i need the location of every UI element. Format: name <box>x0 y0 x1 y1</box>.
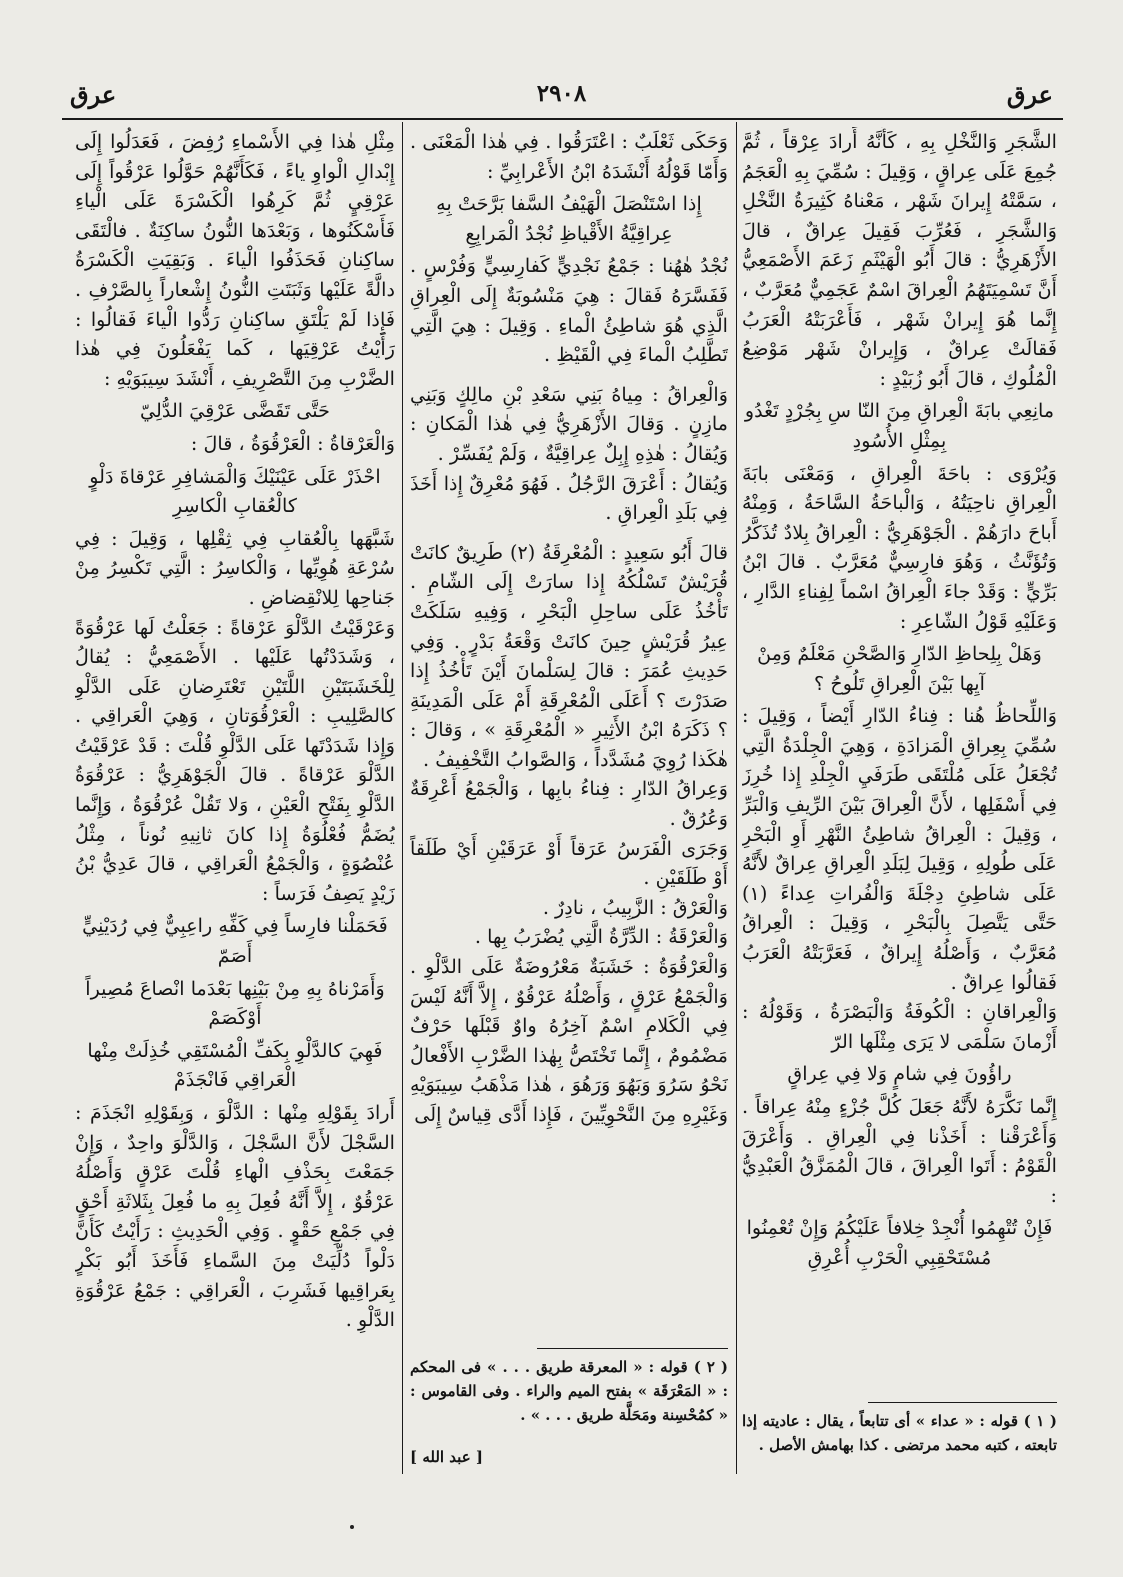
verse: مانِعِي بابَةَ الْعِراقِ مِنَ النّا سِ بِجُرْدٍ تَغْدُو بِمِثْلِ الأُسُودِ <box>744 399 1055 452</box>
footnote-signature: [ عبد الله ] <box>410 1448 483 1466</box>
verse: حَتَّى تَقَضَّى عَرْقِيَ الدُّلِيّ <box>140 399 330 423</box>
paragraph: أَرادَ بِقَوْلِهِ مِنْها : الدَّلْوَ ، وَبِقَوْلِهِ انْجَذَمَ : السَّجْلَ لأَنَّ السَّجْلَ ، وَالدَّلْوَ واحِدٌ ، وَإِنْ جَمَعْتَ بِحَذْفِ الْهاءِ قُلْتَ عَرْقٍ وَأَصْلُهُ عَرْقُوٌ ، إِلاَّ أَنَّهُ فُعِلَ بِهِ ما فُعِلَ بِثَلاثَةِ أَحْقٍ فِي جَمْعِ حَقْوٍ . وَفِي الْحَدِيثِ : رَأَيْتُ كَأَنَّ دَلْواً دُلِّيَتْ مِنَ السَّماءِ فَأَخَذَ أَبُو بَكْرٍ بِعَراقِيها فَشَرِبَ ، الْعَراقِي : جَمْعُ عَرْقُوَةِ الدَّلْوِ . <box>75 1101 395 1332</box>
paragraph: وَالْعَرْقُ : الزَّبِيبُ ، نادِرٌ . <box>542 895 728 919</box>
column-middle <box>410 127 728 1547</box>
header-keyword-left: عرق <box>70 80 117 109</box>
footnote-rule <box>868 1402 1057 1403</box>
column-right <box>742 127 1057 1472</box>
verse: فَهِيَ كالدَّلْوِ بِكَفِّ الْمُسْتَقِي خُذِلَتْ مِنْها الْعَراقِي فَانْجَذَمْ <box>87 1038 383 1092</box>
verse: وَأَمَرْناهُ بِهِ مِنْ بَيْنِها بَعْدَما انْصاعَ مُصِيراً أَوْكَصَمْ <box>85 976 385 1030</box>
column-divider <box>402 122 403 1474</box>
paragraph: وَالْعَرْقَةُ : الدِّرَّةُ الَّتِي يُضْرَبُ بِها . <box>474 925 728 949</box>
column-divider <box>736 122 737 1474</box>
verse: فَحَمَلْنا فارِساً فِي كَفِّهِ راعِبِيٌّ فِي رُدَيْنِيٍّ أَصَمّ <box>82 914 388 968</box>
footnote-right <box>742 1392 1057 1457</box>
verse: وَهَلْ بِلِحاظِ الدّارِ وَالصَّحْنِ مَعْلَمٌ وَمِنْ آيِها بَيْنَ الْعِراقِ تَلُوحُ ؟ <box>757 642 1042 695</box>
paragraph: وَالْعِراقُ : مِياهُ بَنِي سَعْدِ بْنِ مالِكٍ وَبَنِي مازِنٍ . وَقالَ الأَزْهَرِيُّ فِي هٰذا الْمَكانِ : وَيُقالُ : هٰذِهِ إِبِلٌ عِراقِيَّةٌ ، وَلَمْ يُفَسِّرْ . <box>410 382 728 465</box>
header-rule <box>62 118 1063 120</box>
paragraph: قالَ أَبُو سَعِيدٍ : الْمُعْرِقَةُ (٢) طَرِيقٌ كانَتْ قُرَيْشٌ تَسْلُكُهُ إِذا سارَتْ إِلَى الشّامِ . تَأْخُذُ عَلَى ساحِلِ الْبَحْرِ ، وَفِيهِ سَلَكَتْ عِيرُ قُرَيْشٍ حِينَ كانَتْ وَقْعَةُ بَدْرٍ . وَفِي حَدِيثِ عُمَرَ : قالَ لِسَلْمانَ أَيْنَ تَأْخُذُ إِذا صَدَرْتَ ؟ أَعَلَى الْمُعْرِقَةِ أَمْ عَلَى الْمَدِينَةِ ؟ ذَكَرَهُ ابْنُ الأَثِيرِ « الْمُعْرِقَةِ » ، وَقالَ : هٰكَذا رُوِيَ مُشَدَّداً ، وَالصَّوابُ التَّخْفِيفُ . <box>410 540 728 771</box>
paragraph: وَاللِّحاظُ هُنا : فِناءُ الدّارِ أَيْضاً ، وَقِيلَ : سُمِّيَ بِعِراقِ الْمَزادَةِ ، وَهِيَ الْجِلْدَةُ الَّتِي تُجْعَلُ عَلَى مُلْتَقَى طَرَفَيِ الْجِلْدِ إِذا خُرِزَ فِي أَسْفَلِها ، لأَنَّ الْعِراقَ بَيْنَ الرِّيفِ وَالْبَرِّ ، وَقِيلَ : الْعِراقُ شاطِئُ النَّهْرِ أَوِ الْبَحْرِ عَلَى طُولِهِ ، وَقِيلَ لِبَلَدِ الْعِراقِ عِراقٌ لأَنَّهُ عَلَى شاطِئِ دِجْلَةَ وَالْفُراتِ عِداءً (١) حَتَّى يَتَّصِلَ بِالْبَحْرِ ، وَقِيلَ : الْعِراقُ مُعَرَّبٌ ، وَأَصْلُهُ إِيراقٌ ، فَعَرَّبَتْهُ الْعَرَبُ فَقالُوا عِراقٌ . <box>742 704 1057 994</box>
paragraph: نُجْدُ هٰهُنا : جَمْعُ نَجْدِيٍّ كَفارِسِيٍّ وَفُرْسٍ . فَفَسَّرَهُ فَقالَ : هِيَ مَنْسُوبَةٌ إِلَى الْعِراقِ الَّذِي هُوَ شاطِئُ الْماءِ . وَقِيلَ : هِيَ الَّتِي تَطَّلِبُ الْماءَ فِي الْقَيْظِ . <box>410 254 728 367</box>
verse: راؤُونَ فِي شامٍ وَلا فِي عِراقٍ <box>787 1062 1012 1086</box>
footnote-text: ( ١ ) قوله : « عداء » أى تتابعاً ، يقال : عاديته إذا تابعته ، كتبه محمد مرتضى . كذا بهامش الأصل . <box>742 1412 1057 1454</box>
paragraph: وَعِراقُ الدّارِ : فِناءُ بابِها ، وَالْجَمْعُ أَعْرِقَةٌ وَعُرُقٌ . <box>410 777 728 831</box>
paragraph: وَيُرْوَى : باحَةَ الْعِراقِ ، وَمَعْنَى بابَةَ الْعِراقِ ناحِيَتُهُ ، وَالْباحَةُ السَّاحَةُ ، وَمِنْهُ أَباحَ دارَهُمْ . الْجَوْهَرِيُّ : الْعِراقُ بِلادٌ تُذَكَّرُ وَتُؤَنَّثُ ، وَهُوَ فارِسِيٌّ مُعَرَّبٌ . قالَ ابْنُ بَرِّيٍّ : وَقَدْ جاءَ الْعِراقُ اسْماً لِفِناءِ الدَّارِ ، وَعَلَيْهِ قَوْلُ الشّاعِرِ : <box>742 461 1057 633</box>
footnote-text: ( ٢ ) قوله : « المعرقة طريق . . . » فى المحكم : « المَعْرَقَة » بفتح الميم والراء . وفى القاموس : « كمُحْسِنة ومَحَلَّة طريق . . . » . <box>410 1358 728 1424</box>
verse: فَإِنْ تُتْهِمُوا أُنْجِدْ خِلافاً عَلَيْكُمُ وَإِنْ تُعْمِنُوا مُسْتَحْقِبِي الْحَرْبِ أُعْرِقِ <box>746 1216 1053 1269</box>
paragraph: وَعَرْقَيْتُ الدَّلْوَ عَرْقاةً : جَعَلْتُ لَها عَرْقُوَةً ، وَشَدَدْتُها عَلَيْها . الأَصْمَعِيُّ : يُقالُ لِلْخَشَبَتَيْنِ اللَّتَيْنِ تَعْتَرِضانِ عَلَى الدَّلْوِ كالصَّلِيبِ : الْعَرْقُوَتانِ ، وَهِيَ الْعَراقِي . وَإِذا شَدَدْتَها عَلَى الدَّلْوِ قُلْتَ : قَدْ عَرْقَيْتُ الدَّلْوَ عَرْقاةً . قالَ الْجَوْهَرِيُّ : عَرْقُوَةُ الدَّلْوِ بِفَتْحِ الْعَيْنِ ، وَلا تَقُلْ عُرْقُوَةُ ، وَإِنَّما يُضَمُّ فُعْلُوَةُ إِذا كانَ ثانِيهِ نُوناً ، مِثْلُ عُنْصُوَةٍ ، وَالْجَمْعُ الْعَراقِي ، قالَ عَدِيُّ بْنُ زَيْدٍ يَصِفُ فَرَساً : <box>75 615 395 905</box>
page-header <box>60 80 1063 110</box>
column-left <box>75 127 395 1547</box>
header-keyword-right: عرق <box>1006 80 1053 109</box>
paragraph: شَبَّهَها بِالْعُقابِ فِي ثِقْلِها ، وَقِيلَ : فِي سُرْعَةِ هُوِيِّها ، وَالْكاسِرُ : الَّتِي تَكْسِرُ مِنْ جَناحِها لِلانْقِضاضِ . <box>75 526 395 609</box>
paragraph: وَالْعَرْقُوَةُ : خَشَبَةٌ مَعْرُوضَةٌ عَلَى الدَّلْوِ . وَالْجَمْعُ عَرْقٍ ، وَأَصْلُهُ عَرْقُوٌ ، إِلاَّ أَنَّهُ لَيْسَ فِي الْكَلامِ اسْمٌ آخِرُهُ واوٌ قَبْلَها حَرْفٌ مَضْمُومٌ ، إِنَّما تَخْتَصُّ بِهٰذا الضَّرْبِ الأَفْعالُ نَحْوُ سَرُوَ وَبَهُوَ وَرَهُوَ ، هٰذا مَذْهَبُ سِيبَوَيْهِ وَغَيْرِهِ مِنَ النَّحْوِيِّينَ ، فَإِذا أَدَّى قِياسٌ إِلَى <box>410 955 728 1126</box>
paragraph: وَجَرَى الْفَرَسُ عَرَقاً أَوْ عَرَقَيْنِ أَيْ طَلَقاً أَوْ طَلَقَيْنِ . <box>410 836 728 890</box>
page-number: ٢٩٠٨ <box>536 80 587 107</box>
print-mark <box>350 1525 354 1529</box>
paragraph: إِنَّما نَكَّرَهُ لأَنَّهُ جَعَلَ كُلَّ جُزْءٍ مِنْهُ عِراقاً . وَأَعْرَقْنا : أَخَذْنا فِي الْعِراقِ . وَأَعْرَقَ الْقَوْمُ : أَتَوا الْعِراقَ ، قالَ الْمُمَزَّقُ الْعَبْدِيُّ : <box>742 1095 1057 1207</box>
paragraph: وَحَكَى ثَعْلَبٌ : اعْتَرَقُوا . فِي هٰذا الْمَعْنَى . وَأَمّا قَوْلُهُ أَنْشَدَهُ ابْنُ الأَعْرابِيِّ : <box>410 130 728 183</box>
paragraph: وَالْعَرْقاةُ : الْعَرْقُوَةُ ، قالَ : <box>190 431 395 455</box>
paragraph: وَيُقالُ : أَعْرَقَ الرَّجُلُ . فَهُوَ مُعْرِقٌ إِذا أَخَذَ فِي بَلَدِ الْعِراقِ . <box>410 471 728 525</box>
footnote-middle <box>410 1338 728 1427</box>
verse: إِذا اسْتَنْصَلَ الْهَيْفُ السَّفا بَرَّحَتْ بِهِ عِراقِيَّةُ الأَقْياظِ نُجْدُ الْمَرابِعِ <box>436 192 702 245</box>
paragraph: الشَّجَرِ وَالنَّخْلِ بِهِ ، كَأَنَّهُ أَرادَ عِرْقاً ، ثُمَّ جُمِعَ عَلَى عِراقٍ ، وَقِيلَ : سُمِّيَ بِهِ الْعَجَمُ ، سَمَّتْهُ إِيرانَ شَهْر ، مَعْناهُ كَثِيرَةُ النَّخْلِ وَالشَّجَرِ ، فَعُرِّبَ فَقِيلَ عِراقٌ ، قالَ الأَزْهَرِيُّ : قالَ أَبُو الْهَيْثَمِ زَعَمَ الأَصْمَعِيُّ أَنَّ تَسْمِيَتَهُمُ الْعِراقَ اسْمٌ عَجَمِيٌّ مُعَرَّبٌ ، إِنَّما هُوَ إِيرانْ شَهْر ، فَأَعْرَبَتْهُ الْعَرَبُ فَقالَتْ عِراقٌ ، وَإِيرانْ شَهْر مَوْضِعُ الْمُلُوكِ ، قالَ أَبُو زُبَيْدٍ : <box>742 130 1057 390</box>
paragraph: وَالْعِراقانِ : الْكُوفَةُ وَالْبَصْرَةُ ، وَقَوْلُهُ : أَزْمانَ سَلْمَى لا يَرَى مِثْلَها الرّ <box>742 1000 1057 1053</box>
footnote-rule <box>537 1348 728 1349</box>
paragraph: مِثْلِ هٰذا فِي الأَسْماءِ رُفِضَ ، فَعَدَلُوا إِلَى إِبْدالِ الْواوِ ياءً ، فَكَأَنَّهُمْ حَوَّلُوا عَرْقُواً إِلَى عَرْقِيٍ ثُمَّ كَرِهُوا الْكَسْرَةَ عَلَى الْياءِ فَأَسْكَنُوها ، وَبَعْدَها النُّونُ ساكِنَةٌ . فالْتَقَى ساكِنانِ فَحَذَفُوا الْياءَ . وَبَقِيَتِ الْكَسْرَةُ دالَّةً عَلَيْها وَثَبَتَتِ النُّونُ إِشْعاراً بِالصَّرْفِ . فَإِذا لَمْ يَلْتَقِ ساكِنانِ رَدُّوا الْياءَ فَقالُوا : رَأَيْتُ عَرْقِيَها ، كَما يَفْعَلُونَ فِي هٰذا الضَّرْبِ مِنَ التَّصْرِيفِ ، أَنْشَدَ سِيبَوَيْهِ : <box>75 130 395 390</box>
verse: احْذَرْ عَلَى عَيْنَيْكَ وَالْمَشافِرِ عَرْقاةَ دَلْوٍ كالْعُقابِ الْكاسِرِ <box>89 464 381 518</box>
